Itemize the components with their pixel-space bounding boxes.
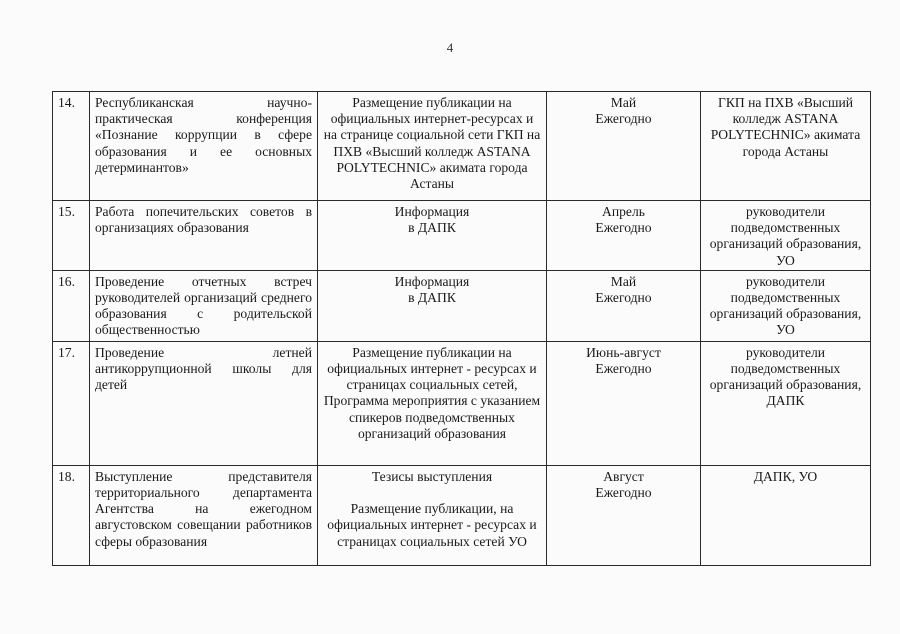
page-number: 4 (446, 40, 454, 55)
completion-form-cell: Размещение публикации на официальных интернет - ресурсах и страницах социальных сетей, Программа мероприятия с указанием спикеров подведомственных организаций образования (318, 341, 547, 465)
responsible-cell: ГКП на ПХВ «Высший колледж ASTANA POLYTECHNIC» акимата города Астаны (701, 92, 871, 201)
completion-form-cell: Информация в ДАПК (318, 201, 547, 271)
event-cell: Проведение отчетных встреч руководителей организаций среднего образования с родительской общественностью (90, 270, 318, 341)
event-cell: Выступление представителя территориального департамента Агентства на ежегодном августовском совещании работников сферы образования (90, 465, 318, 565)
responsible-cell: руководители подведомственных организаций образования, УО (701, 270, 871, 341)
event-cell: Проведение летней антикоррупционной школы для детей (90, 341, 318, 465)
table-row (53, 92, 871, 201)
deadline-cell: Июнь-август Ежегодно (547, 341, 701, 465)
row-number: 17. (53, 341, 90, 465)
table-row (53, 341, 871, 465)
completion-form-cell: Размещение публикации на официальных интернет-ресурсах и на странице социальной сети ГКП на ПХВ «Высший колледж ASTANA POLYTECHNIC» акимата города Астаны (318, 92, 547, 201)
row-number: 16. (53, 270, 90, 341)
row-number: 18. (53, 465, 90, 565)
responsible-cell: ДАПК, УО (701, 465, 871, 565)
deadline-cell: Апрель Ежегодно (547, 201, 701, 271)
table-row (53, 465, 871, 565)
deadline-cell: Август Ежегодно (547, 465, 701, 565)
row-number: 15. (53, 201, 90, 271)
event-cell: Республиканская научно-практическая конференция «Познание коррупции в сфере образования и ее основных детерминантов» (90, 92, 318, 201)
responsible-cell: руководители подведомственных организаций образования, УО (701, 201, 871, 271)
table-row (53, 201, 871, 271)
completion-form-cell: Информация в ДАПК (318, 270, 547, 341)
responsible-cell: руководители подведомственных организаций образования, ДАПК (701, 341, 871, 465)
row-number: 14. (53, 92, 90, 201)
action-plan-table (52, 91, 871, 566)
event-cell: Работа попечительских советов в организациях образования (90, 201, 318, 271)
deadline-cell: Май Ежегодно (547, 92, 701, 201)
table-row (53, 270, 871, 341)
deadline-cell: Май Ежегодно (547, 270, 701, 341)
completion-form-cell: Тезисы выступления Размещение публикации, на официальных интернет - ресурсах и страницах социальных сетей УО (318, 465, 547, 565)
